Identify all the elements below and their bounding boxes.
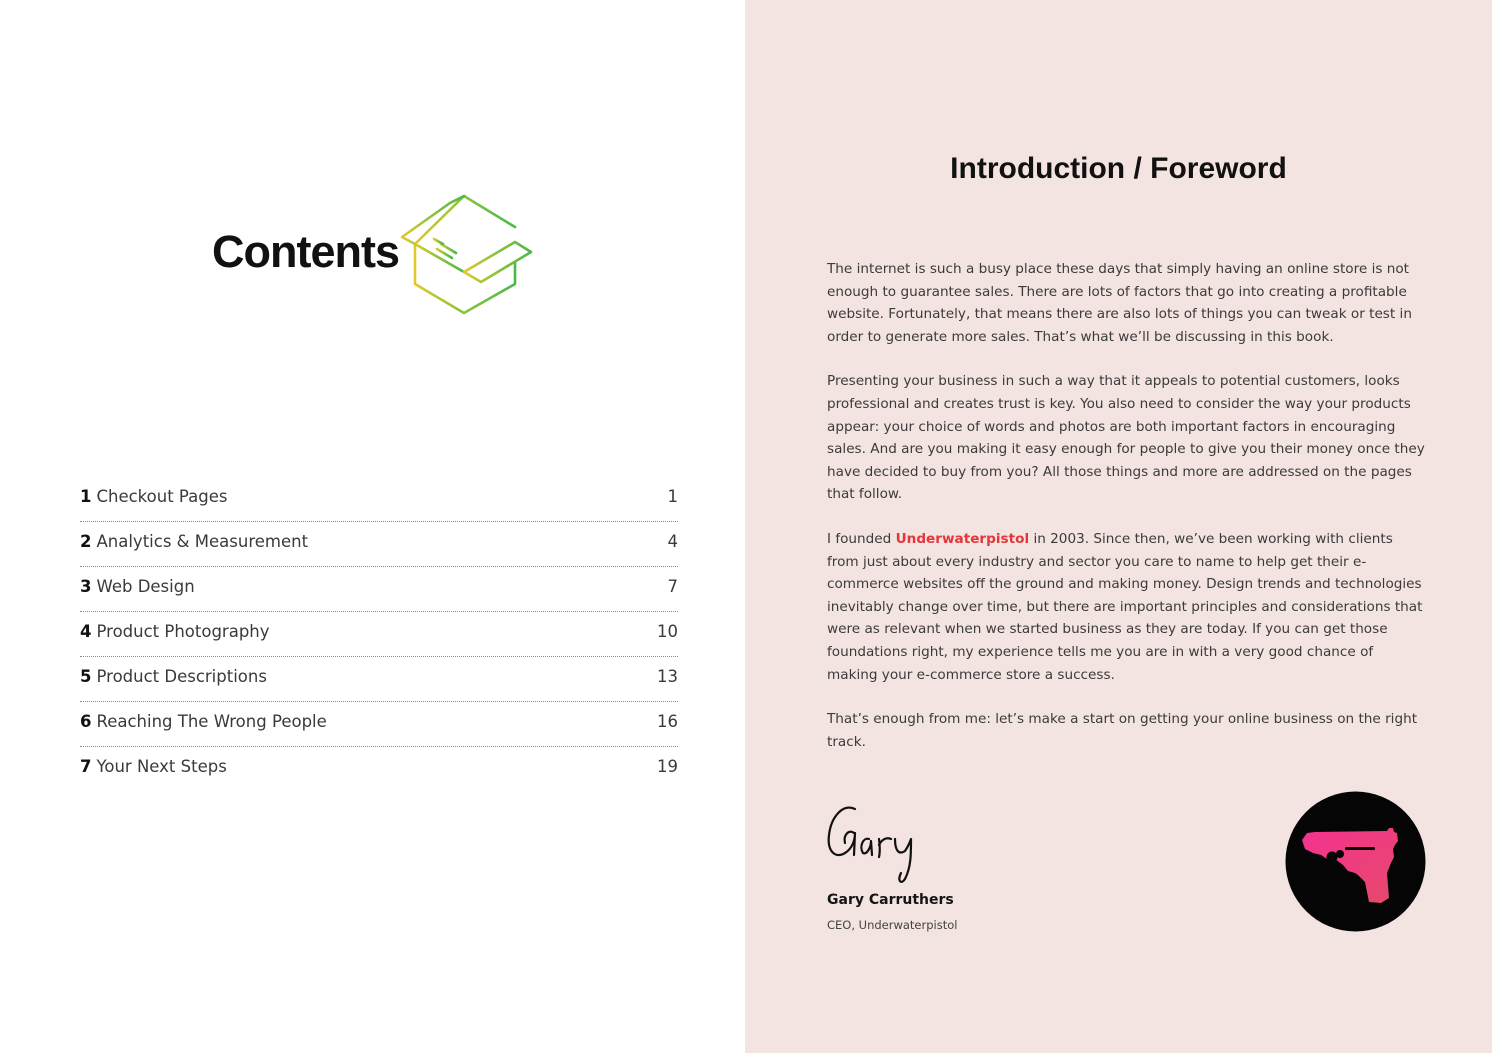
author-name: Gary Carruthers	[827, 892, 954, 908]
toc-item-label: Product Photography	[96, 622, 270, 641]
toc-item[interactable]	[80, 657, 678, 702]
toc-item[interactable]	[80, 612, 678, 657]
toc-item[interactable]	[80, 702, 678, 747]
intro-text: in 2003. Since then, we’ve been working with clients from just about every industry and sector you care to name to help get their e-commerce websites off the ground and making money. Design trends and technologies inevitably change over time, but there are important principles and considerations that were as relevant when we started business as they are today. If you can get those foundations right, my experience tells me you are in with a very good chance of making your e-commerce store a success.	[827, 530, 1423, 683]
toc-item-page: 7	[667, 577, 678, 596]
signature	[825, 795, 935, 885]
open-box-icon	[397, 192, 537, 318]
toc-item-page: 1	[667, 487, 678, 506]
toc-item[interactable]	[80, 522, 678, 567]
toc-item-page: 13	[657, 667, 678, 686]
toc-item-page: 4	[667, 532, 678, 551]
intro-body	[827, 258, 1427, 775]
author-role: CEO, Underwaterpistol	[827, 918, 958, 932]
intro-text: I founded	[827, 530, 896, 547]
toc-item-number: 3	[80, 577, 92, 596]
intro-paragraph: Presenting your business in such a way that it appeals to potential customers, looks professional and creates trust is key. You also need to consider the way your products appear: your choice of words and photos are both important factors in encouraging sales. And are you making it easy enough for people to give you their money once they have decided to buy from you? All those things and more are addressed on the pages that follow.	[827, 373, 1425, 503]
toc-item-label: Product Descriptions	[96, 667, 267, 686]
toc-item-label: Checkout Pages	[96, 487, 228, 506]
toc-item-number: 4	[80, 622, 92, 641]
toc-item-label: Reaching The Wrong People	[96, 712, 327, 731]
brand-link[interactable]: Underwaterpistol	[895, 530, 1030, 547]
right-page	[745, 0, 1492, 1053]
intro-paragraph: The internet is such a busy place these days that simply having an online store is not enough to guarantee sales. There are lots of factors that go into creating a profitable website. Fortunately, that means there are also lots of things you can tweak or test in order to generate more sales. That’s what we’ll be discussing in this book.	[827, 261, 1412, 345]
table-of-contents	[80, 477, 678, 792]
toc-item-label: Web Design	[96, 577, 195, 596]
toc-item-page: 16	[657, 712, 678, 731]
toc-item-label: Your Next Steps	[96, 757, 227, 776]
toc-item-number: 2	[80, 532, 92, 551]
toc-item-page: 10	[657, 622, 678, 641]
intro-paragraph: That’s enough from me: let’s make a start on getting your online business on the right track.	[827, 711, 1418, 750]
toc-item-number: 7	[80, 757, 92, 776]
left-page	[0, 0, 745, 1053]
page-title: Contents	[212, 226, 399, 277]
toc-item-label: Analytics & Measurement	[96, 532, 309, 551]
pistol-logo-icon	[1285, 791, 1426, 932]
toc-item[interactable]	[80, 747, 678, 792]
intro-paragraph	[827, 528, 1427, 686]
intro-title: Introduction / Foreword	[950, 152, 1287, 185]
toc-item-number: 6	[80, 712, 92, 731]
toc-item[interactable]	[80, 567, 678, 612]
toc-item[interactable]	[80, 477, 678, 522]
toc-item-page: 19	[657, 757, 678, 776]
toc-item-number: 5	[80, 667, 92, 686]
toc-item-number: 1	[80, 487, 92, 506]
